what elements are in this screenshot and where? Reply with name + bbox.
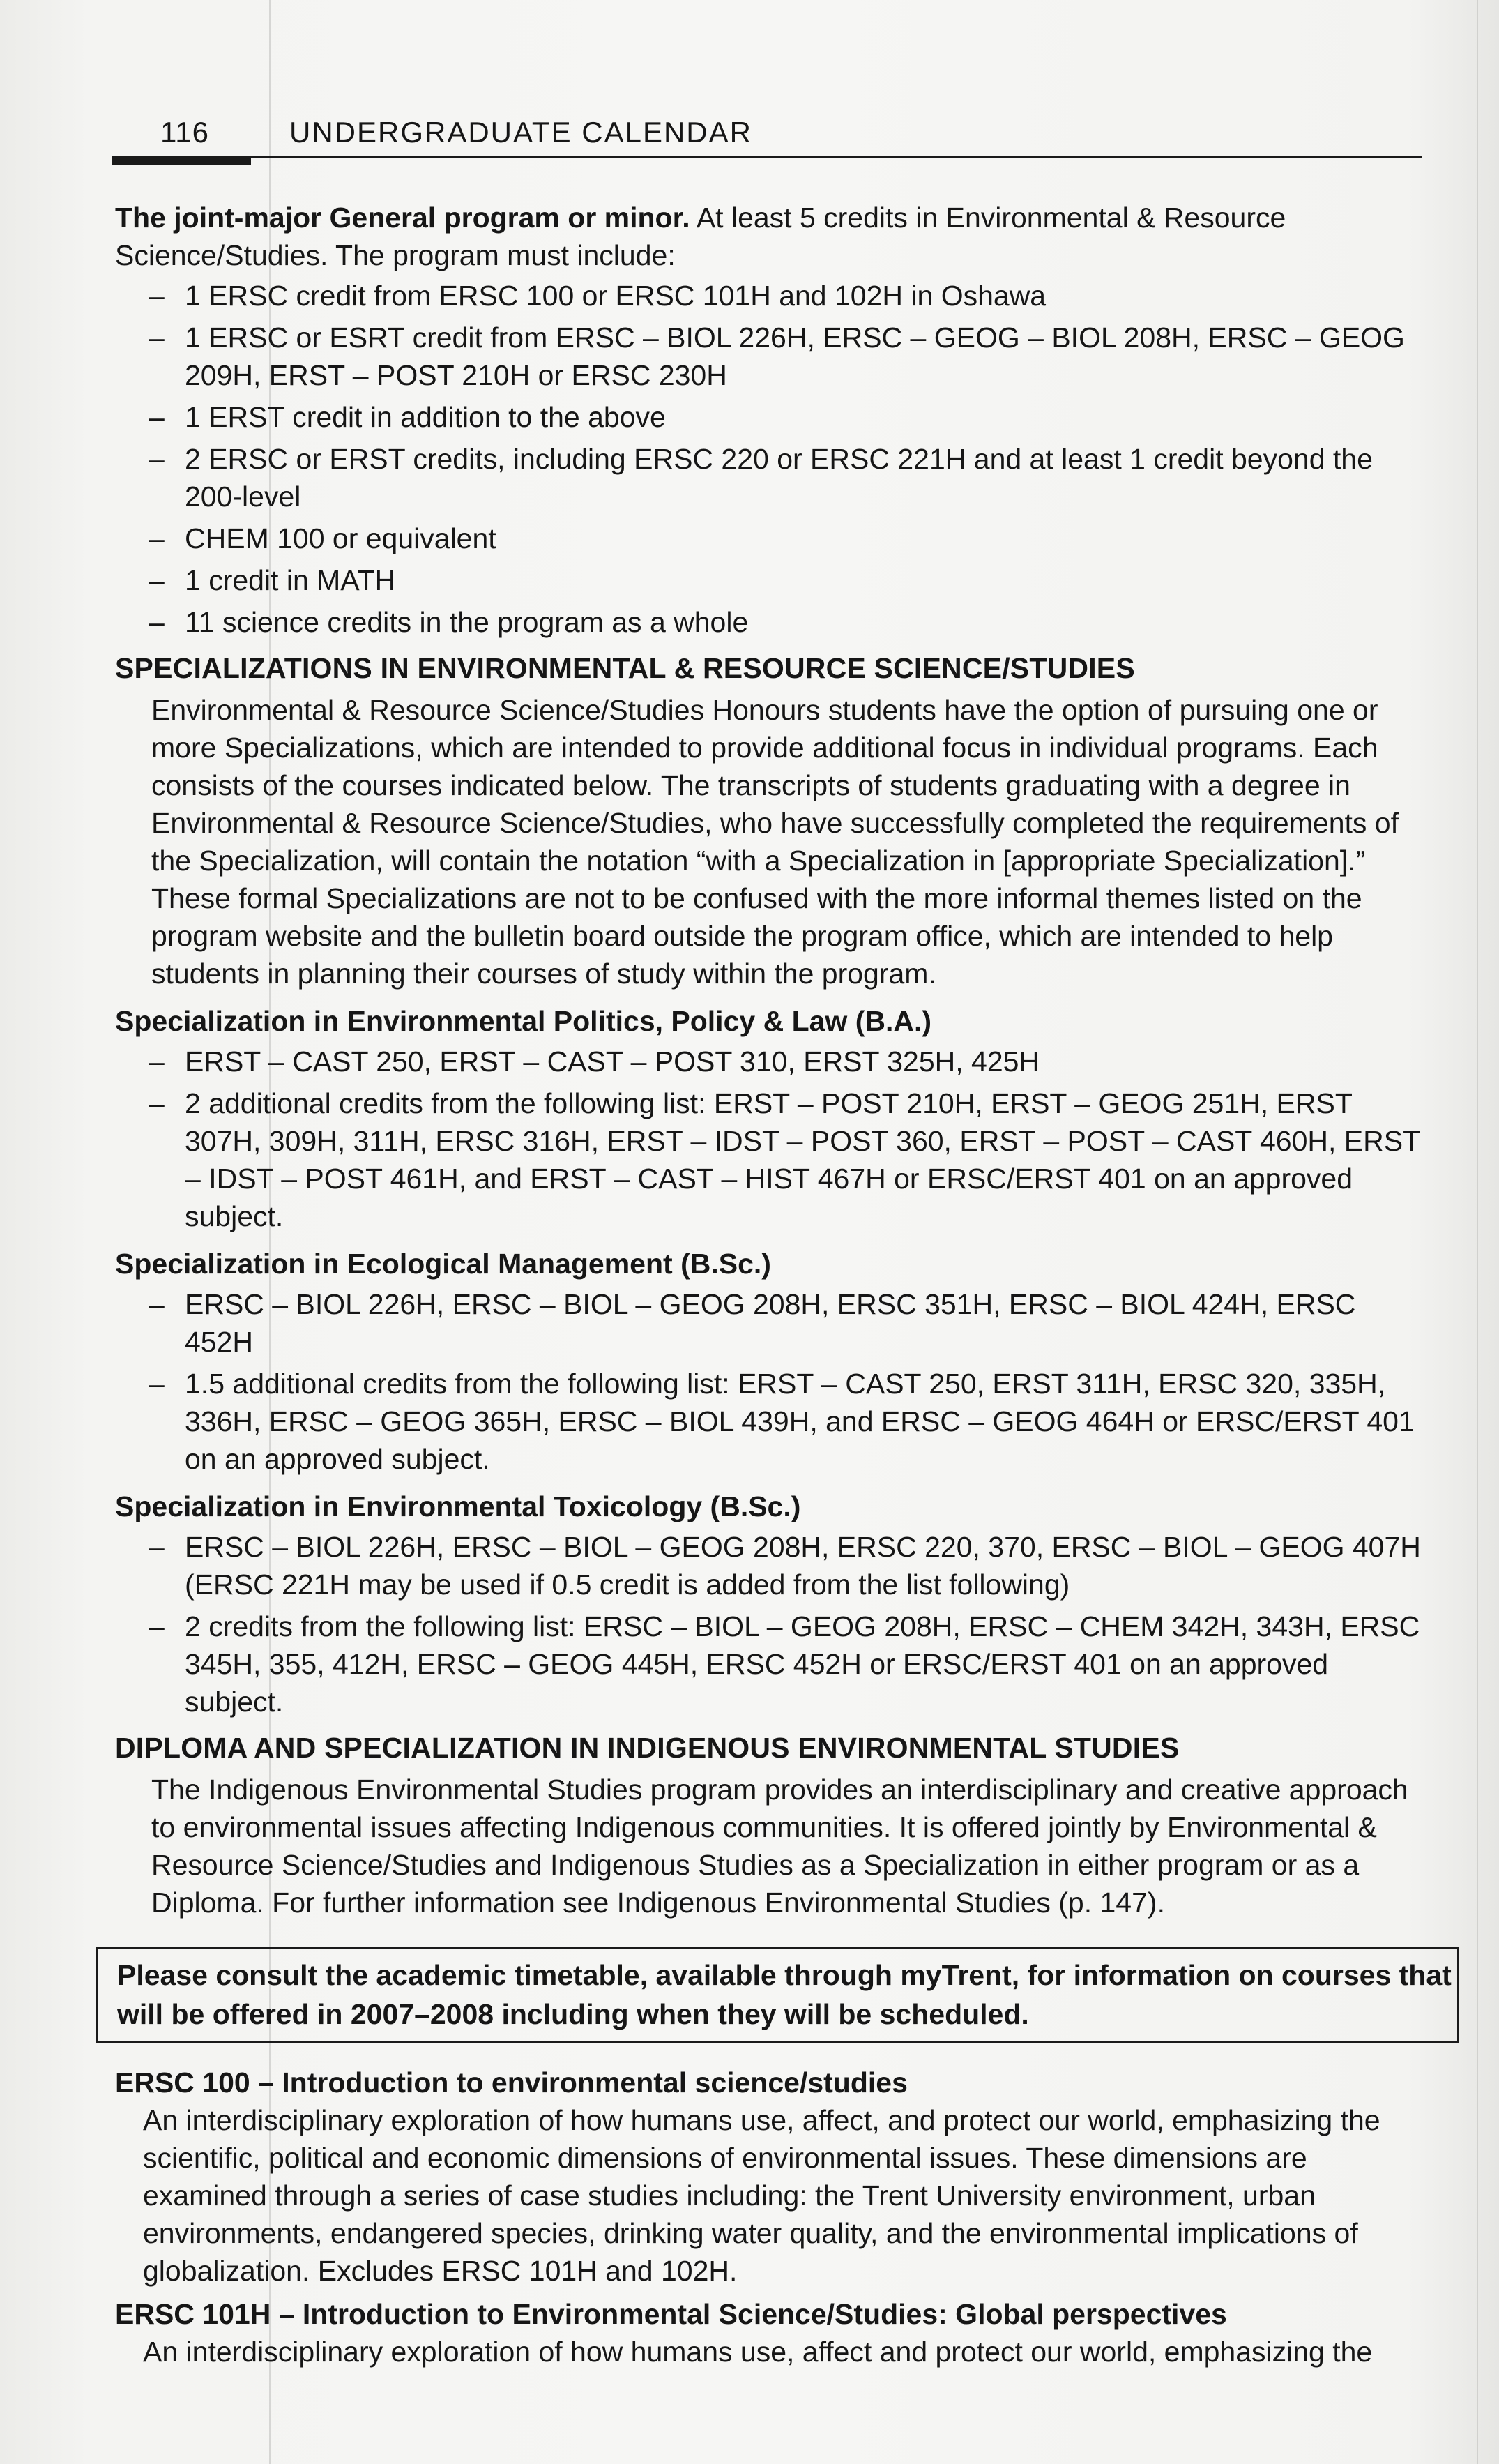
- specializations-heading: SPECIALIZATIONS IN ENVIRONMENTAL & RESOURCE SCIENCE/STUDIES: [115, 652, 1135, 684]
- joint-major-heading: The joint-major General program or minor.: [115, 202, 690, 234]
- course-title: ERSC 101H – Introduction to Environmental Science/Studies: Global perspectives: [115, 2298, 1227, 2330]
- course-description: An interdisciplinary exploration of how humans use, affect, and protect our world, emphasizing the scientific, political and economic dimensions of environmental issues. These dimensions are examined through a series of case studies including: the Trent University environment, urban environments, endangered species, drinking water quality, and the environmental implications of globalization. Excludes ERSC 101H and 102H.: [143, 2104, 1380, 2287]
- header-rule-accent: [112, 156, 251, 165]
- course-title: ERSC 100 – Introduction to environmental science/studies: [115, 2066, 908, 2099]
- course-description: An interdisciplinary exploration of how humans use, affect and protect our world, emphasizing the: [143, 2336, 1373, 2368]
- specialization-title: Specialization in Environmental Politics, Policy & Law (B.A.): [115, 1005, 932, 1037]
- joint-major-intro: [115, 199, 1426, 274]
- page-edge: [1477, 0, 1478, 2464]
- page-header: [112, 112, 1422, 160]
- list-item: – 1 credit in MATH: [115, 561, 1426, 599]
- timetable-notice-box: [96, 1947, 1459, 2043]
- page-number: 116: [160, 116, 209, 149]
- list-item: – 1 ERSC or ESRT credit from ERSC – BIOL 226H, ERSC – GEOG – BIOL 208H, ERSC – GEOG 209H, ERST – POST 210H or ERSC 230H: [115, 319, 1426, 394]
- specialization-requirements: [115, 1528, 1426, 1721]
- joint-major-requirements: [115, 277, 1426, 641]
- specialization-title: Specialization in Environmental Toxicology (B.Sc.): [115, 1490, 801, 1522]
- specializations-intro: Environmental & Resource Science/Studies Honours students have the option of pursuing one or more Specializations, which are intended to provide additional focus in individual programs. Each consists of the courses indicated below. The transcripts of students graduating with a degree in Environmental & Resource Science/Studies, who have successfully completed the requirements of the Specialization, will contain the notation “with a Specialization in [appropriate Specialization].” These formal Specializations are not to be confused with the more informal themes listed on the program website and the bulletin board outside the program office, which are intended to help students in planning their courses of study within the program.: [151, 694, 1399, 990]
- timetable-notice-text: Please consult the academic timetable, available through myTrent, for information on courses that will be offered in 2007–2008 including when they will be scheduled.: [117, 1959, 1452, 2030]
- specialization-requirements: [115, 1285, 1426, 1478]
- diploma-heading: DIPLOMA AND SPECIALIZATION IN INDIGENOUS ENVIRONMENTAL STUDIES: [115, 1732, 1180, 1764]
- specialization-requirements: [115, 1043, 1426, 1235]
- list-item: – 1 ERST credit in addition to the above: [115, 398, 1426, 436]
- list-item: – 11 science credits in the program as a whole: [115, 603, 1426, 641]
- list-item: – 1.5 additional credits from the following list: ERST – CAST 250, ERST 311H, ERSC 320, 335H, 336H, ERSC – GEOG 365H, ERSC – BIOL 439H, and ERSC – GEOG 464H or ERSC/ERST 401 on an approved subject.: [115, 1365, 1426, 1478]
- list-item: – ERSC – BIOL 226H, ERSC – BIOL – GEOG 208H, ERSC 220, 370, ERSC – BIOL – GEOG 407H (ERSC 221H may be used if 0.5 credit is added from the list following): [115, 1528, 1426, 1603]
- joint-major-text: At least 5 credits in Environmental & Resource Science/Studies. The program must include:: [115, 202, 1286, 271]
- list-item: – CHEM 100 or equivalent: [115, 520, 1426, 557]
- running-title: UNDERGRADUATE CALENDAR: [289, 116, 752, 149]
- list-item: – ERST – CAST 250, ERST – CAST – POST 310, ERST 325H, 425H: [115, 1043, 1426, 1080]
- page-content: [115, 199, 1452, 2373]
- list-item: – 2 additional credits from the following list: ERST – POST 210H, ERST – GEOG 251H, ERST 307H, 309H, 311H, ERSC 316H, ERST – IDST – POST 360, ERST – POST – CAST 460H, ERST – IDST – POST 461H, and ERST – CAST – HIST 467H or ERSC/ERST 401 on an approved subject.: [115, 1084, 1426, 1235]
- list-item: – 1 ERSC credit from ERSC 100 or ERSC 101H and 102H in Oshawa: [115, 277, 1426, 315]
- list-item: – ERSC – BIOL 226H, ERSC – BIOL – GEOG 208H, ERSC 351H, ERSC – BIOL 424H, ERSC 452H: [115, 1285, 1426, 1361]
- diploma-text: The Indigenous Environmental Studies program provides an interdisciplinary and creative approach to environmental issues affecting Indigenous communities. It is offered jointly by Environmental & Resource Science/Studies and Indigenous Studies as a Specialization in either program or as a Diploma. For further information see Indigenous Environmental Studies (p. 147).: [151, 1774, 1408, 1919]
- header-rule: [112, 156, 1422, 158]
- list-item: – 2 credits from the following list: ERSC – BIOL – GEOG 208H, ERSC – CHEM 342H, 343H, ERSC 345H, 355, 412H, ERSC – GEOG 445H, ERSC 452H or ERSC/ERST 401 on an approved subject.: [115, 1608, 1426, 1721]
- specialization-title: Specialization in Ecological Management (B.Sc.): [115, 1248, 771, 1280]
- list-item: – 2 ERSC or ERST credits, including ERSC 220 or ERSC 221H and at least 1 credit beyond the 200-level: [115, 440, 1426, 515]
